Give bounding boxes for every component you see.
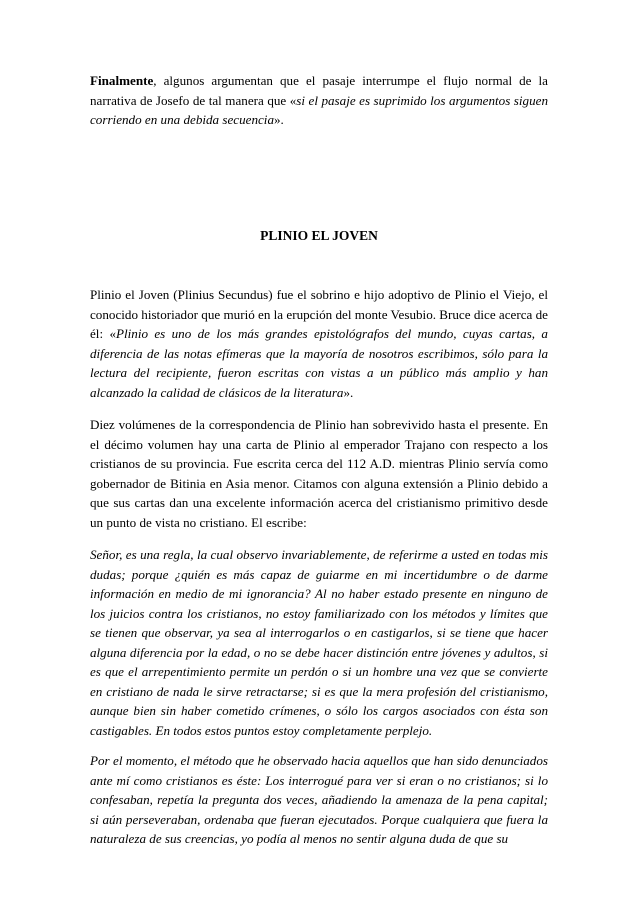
paragraph-end: ». (343, 384, 354, 400)
intro-bold-word: Finalmente (90, 73, 154, 88)
paragraph-letter-part1: Señor, es una regla, la cual observo invariablemente, de referirme a usted en todas mis dudas; porque ¿quién es más capaz de guiarme en mi incertidumbre o de darme información en medio de mi ignorancia? Al no haber estado presente en ninguno de los juicios contra los cristianos, no estoy familiarizado con los métodos y límites que se tienen que observar, ya sea al interrogarlos o en castigarlos, si se tiene que hacer alguna diferencia por la edad, o no se debe hacer distinción entre jóvenes y adultos, si es que el arrepentimiento permite un perdón o si un hombre una vez que se convierte en cristiano de nada le sirve retractarse; si es que la mera profesión del cristianismo, aunque bien sin haber cometido crímenes, o sólo los cargos asociados con ésta son castigables. En todos estos puntos estoy completamente perplejo. (90, 547, 548, 738)
section-heading: PLINIO EL JOVEN (260, 228, 378, 243)
paragraph-letter-part2: Por el momento, el método que he observado hacia aquellos que han sido denunciados ante mí como cristianos es éste: Los interrogué para ver si eran o no cristianos; si lo confesaban, repetía la pregunta dos veces, añadiendo la amenaza de la pena capital; si aún perseveraban, ordenaba que fueran ejecutados. Porque cualquiera que fuera la naturaleza de sus creencias, yo podía al menos no sentir alguna duda de que su (90, 753, 548, 846)
intro-paragraph (90, 71, 548, 130)
intro-text: , algunos argumentan que el pasaje interrumpe el flujo normal de la narrativa de Josefo de tal manera que « (90, 73, 548, 108)
intro-quote: si el pasaje es suprimido los argumentos siguen corriendo en una debida secuencia (90, 92, 548, 127)
paragraph-plinio-intro (90, 285, 548, 402)
bruce-quote: Plinio es uno de los más grandes epistológrafos del mundo, cuyas cartas, a diferencia de las notas efímeras que la mayoría de nosotros escribimos, sólo para la lectura del recipiente, fueron escritas con vistas a un público más amplio y han alcanzado la calidad de clásicos de la literatura (90, 326, 548, 400)
intro-text-end: ». (274, 112, 284, 127)
paragraph-correspondence: Diez volúmenes de la correspondencia de Plinio han sobrevivido hasta el presente. En el décimo volumen hay una carta de Plinio al emperador Trajano con respecto a los cristianos de su provincia. Fue escrita cerca del 112 A.D. mientras Plinio servía como gobernador de Bitinia en Asia menor. Citamos con alguna extensión a Plinio debido a que sus cartas dan una excelente información acerca del cristianismo primitivo desde un punto de vista no cristiano. El escribe: (90, 417, 548, 530)
paragraph-text: Plinio el Joven (Plinius Secundus) fue el sobrino e hijo adoptivo de Plinio el Viejo, el conocido historiador que murió en la erupción del monte Vesubio. Bruce dice acerca de él: « (90, 287, 548, 341)
